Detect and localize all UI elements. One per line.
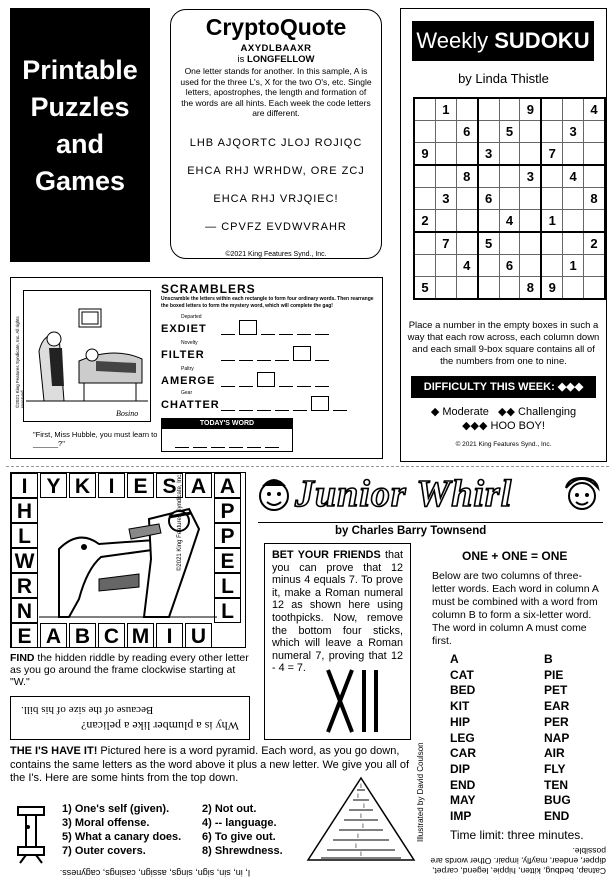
column-word: HIP	[450, 714, 471, 729]
cryptoquote-line-3: EHCA RHJ VRJQIEC!	[213, 192, 339, 205]
svg-text:I: I	[355, 844, 357, 850]
frame-letter: I	[156, 623, 183, 648]
frame-letter: M	[127, 623, 154, 648]
riddle-frame	[10, 472, 246, 648]
cryptoquote-instructions: One letter stands for another. In this sample, A is used for the three L's, X for the two O's, etc. Single letters, apostrophes, the length and formation of the words are all hints. Each week the code letters are different.	[180, 66, 372, 118]
sudoku-instructions: Place a number in the empty boxes in such a way that each row across, each column down and each small 9-box square contains all of the numbers from one to nine.	[407, 320, 600, 367]
sudoku-cell[interactable]	[414, 255, 435, 277]
sudoku-cell[interactable]	[563, 210, 584, 233]
sudoku-title-bar	[412, 21, 594, 61]
sudoku-cell[interactable]	[541, 121, 562, 143]
column-word: EAR	[544, 699, 570, 714]
sudoku-cell[interactable]	[584, 210, 606, 233]
illustrated-by: Illustrated by David Coulson	[416, 742, 425, 842]
sudoku-cell[interactable]	[520, 232, 541, 255]
difficulty-bar	[411, 376, 596, 398]
sudoku-cell[interactable]	[541, 232, 562, 255]
scramblers-instructions: Unscramble the letters within each rectangle to form four ordinary words. Then rearrange the boxed letters to form the mystery word, which will complete the gag!	[161, 296, 374, 309]
sudoku-cell: 3	[435, 188, 456, 210]
sudoku-cell: 9	[520, 98, 541, 121]
sudoku-cell[interactable]	[414, 188, 435, 210]
sudoku-cell: 3	[563, 121, 584, 143]
sudoku-author: by Linda Thistle	[458, 71, 549, 86]
one-one-instructions: Below are two columns of three-letter words. Each word in column A must be combined with a word from column B to form a six-letter word. The word in column A must come first.	[432, 570, 599, 647]
frame-letter: Y	[40, 473, 67, 498]
difficulty-legend	[401, 405, 606, 418]
frame-letter: N	[11, 598, 38, 623]
sudoku-cell[interactable]	[584, 121, 606, 143]
cryptoquote-line-2: EHCA RHJ WRHDW, ORE ZCJ	[187, 164, 365, 177]
ones-answer-upside: Catnap, bedbug, kitten, hippie, legend, carpet, dipper, endear, mayfly, impair. Other words are possible.	[430, 846, 606, 876]
frame-letter: A	[214, 473, 241, 498]
column-word: MAY	[450, 793, 476, 808]
sudoku-cell: 7	[541, 143, 562, 166]
column-word: END	[544, 809, 570, 824]
sudoku-cell[interactable]	[499, 232, 520, 255]
junior-whirl-title: Junior Whirl	[295, 473, 513, 515]
sudoku-cell: 1	[563, 255, 584, 277]
sudoku-cell[interactable]	[456, 277, 477, 300]
sudoku-panel	[400, 8, 607, 462]
sudoku-cell: 5	[478, 232, 499, 255]
sudoku-cell[interactable]	[499, 98, 520, 121]
cryptoquote-line-4: — CPVFZ EVDWVRAHR	[205, 220, 347, 233]
scramble-word: CHATTER	[161, 399, 220, 411]
sudoku-cell: 2	[414, 210, 435, 233]
frame-letter: L	[11, 523, 38, 548]
column-word: CAR	[450, 746, 476, 761]
sudoku-cell[interactable]	[584, 165, 606, 188]
scramble-row-4	[161, 390, 376, 411]
scramblers-side-copyright: ©2021 King Features Syndicate, Inc. All rights reserved.	[15, 316, 25, 408]
scramble-word: EXDIET	[161, 323, 207, 335]
frame-letter: A	[40, 623, 67, 648]
sudoku-cell: 7	[435, 232, 456, 255]
sudoku-cell[interactable]	[456, 188, 477, 210]
sudoku-cell: 1	[435, 98, 456, 121]
hint-item: 8) Shrewdness.	[202, 845, 283, 857]
frame-letter: W	[11, 548, 38, 573]
sudoku-cell[interactable]	[478, 121, 499, 143]
sample-is: is	[237, 54, 245, 65]
sudoku-cell[interactable]	[584, 255, 606, 277]
cryptoquote-panel	[170, 9, 382, 259]
svg-text:I: I	[360, 814, 362, 820]
sudoku-cell[interactable]	[563, 98, 584, 121]
hint-item: 5) What a canary does.	[62, 831, 182, 843]
sudoku-cell[interactable]	[414, 165, 435, 188]
frame-letter: L	[214, 573, 241, 598]
scramblers-cartoon	[23, 290, 151, 422]
section-divider	[6, 466, 609, 467]
answer-box[interactable]	[257, 372, 275, 387]
sudoku-cell: 5	[414, 277, 435, 300]
scramble-clue: Novelty	[181, 340, 198, 346]
sudoku-cell[interactable]	[499, 165, 520, 188]
promo-banner	[10, 8, 150, 262]
column-word: NAP	[544, 730, 570, 745]
find-text: the hidden riddle by reading every other letter as you go around the frame clockwise starting at "W."	[10, 652, 249, 688]
column-word: LEG	[450, 730, 475, 745]
psychiatrist-cartoon-icon	[24, 291, 150, 421]
sudoku-cell: 6	[499, 255, 520, 277]
sudoku-cell[interactable]	[520, 255, 541, 277]
column-word: PET	[544, 683, 568, 698]
sudoku-cell: 8	[456, 165, 477, 188]
sudoku-cell[interactable]	[478, 98, 499, 121]
sudoku-cell[interactable]	[499, 277, 520, 300]
sudoku-cell[interactable]	[435, 165, 456, 188]
sudoku-cell: 2	[584, 232, 606, 255]
sudoku-cell[interactable]	[499, 143, 520, 166]
sudoku-cell[interactable]	[478, 210, 499, 233]
letter-i-mascot-icon	[12, 805, 52, 870]
legend-hooboy: ◆◆◆ HOO BOY!	[462, 420, 545, 432]
column-word: KIT	[450, 699, 470, 714]
frame-letter: E	[11, 623, 38, 648]
cryptoquote-line-1: LHB AJQORTC JLOJ ROJIQC	[189, 136, 363, 149]
caption-end: ______?"	[33, 439, 65, 448]
scramble-clue: Departed	[181, 314, 202, 320]
junior-whirl-girl-icon	[560, 470, 604, 529]
bet-title: BET YOUR FRIENDS	[272, 549, 381, 561]
junior-whirl-byline: by Charles Barry Townsend	[335, 525, 487, 537]
column-word: BUG	[544, 793, 571, 808]
scramblers-title: SCRAMBLERS	[161, 282, 256, 296]
sudoku-cell[interactable]	[541, 98, 562, 121]
sudoku-cell: 8	[584, 188, 606, 210]
hint-item: 4) -- language.	[202, 817, 277, 829]
find-bold: FIND	[10, 652, 35, 664]
column-word: A	[450, 652, 459, 666]
sudoku-cell[interactable]	[478, 255, 499, 277]
svg-text:I: I	[360, 852, 362, 858]
column-word: DIP	[450, 761, 471, 776]
word-pyramid	[306, 776, 416, 867]
junior-whirl-mascot-icon	[254, 470, 296, 529]
sample-code: AXYDLBAAXR	[240, 43, 312, 54]
sudoku-cell[interactable]	[435, 255, 456, 277]
sudoku-cell[interactable]	[563, 143, 584, 166]
frame-letter: L	[214, 598, 241, 623]
scramble-row-2	[161, 340, 376, 361]
frame-letter: R	[11, 573, 38, 598]
sudoku-cell[interactable]	[435, 277, 456, 300]
legend-moderate: ◆ Moderate	[430, 406, 489, 418]
column-word: AIR	[544, 746, 565, 761]
frame-letter: C	[98, 623, 125, 648]
scramblers-caption	[33, 430, 163, 448]
sudoku-cell: 4	[456, 255, 477, 277]
sudoku-title-regular: Weekly	[416, 28, 489, 53]
frame-letter: H	[11, 498, 38, 523]
scramble-row-3	[161, 366, 376, 387]
scramble-word: FILTER	[161, 349, 205, 361]
hint-item: 3) Moral offense.	[62, 817, 150, 829]
scramble-clue: Gear	[181, 390, 193, 396]
bet-text: that you can prove that 12 minus 4 equals 7. To prove it, make a Roman numeral 12 as shown here using toothpicks. Now, remove the bottom four sticks, which will leave a Roman numeral 7, proving that 12 - 4 = 7.	[272, 549, 403, 675]
sudoku-cell[interactable]	[414, 232, 435, 255]
sudoku-cell[interactable]	[584, 143, 606, 166]
column-word: PER	[544, 714, 569, 729]
scramble-word: AMERGE	[161, 375, 216, 387]
hint-item: 2) Not out.	[202, 803, 257, 815]
cryptoquote-copyright: ©2021 King Features Synd., Inc.	[225, 250, 327, 258]
sudoku-cell[interactable]	[478, 277, 499, 300]
sudoku-cell: 3	[478, 143, 499, 166]
scramblers-panel	[10, 277, 383, 459]
frame-copyright: ©2021 King Features Syndicate, Inc.	[177, 473, 183, 571]
pyramid-icon	[306, 776, 416, 862]
upside-question: Why is a plumber like a pelican?	[81, 719, 239, 733]
upside-answer: Because of the size of his bill.	[21, 704, 154, 716]
column-word: PIE	[544, 667, 564, 682]
hints-list	[62, 802, 302, 858]
svg-text:I: I	[360, 784, 362, 790]
scramble-row-1	[161, 314, 376, 335]
sudoku-cell: 5	[499, 121, 520, 143]
plumber-pelican-illustration	[39, 499, 217, 621]
sudoku-cell: 3	[520, 165, 541, 188]
scramble-clue: Paltry	[181, 366, 194, 372]
find-instructions	[10, 652, 250, 688]
frame-letter: A	[185, 473, 212, 498]
frame-letter: P	[214, 523, 241, 548]
sudoku-cell[interactable]	[563, 277, 584, 300]
sudoku-cell[interactable]	[563, 232, 584, 255]
sudoku-cell: 8	[520, 277, 541, 300]
sudoku-cell[interactable]	[456, 143, 477, 166]
todays-word-label: TODAY'S WORD	[162, 419, 292, 429]
sudoku-cell[interactable]	[435, 143, 456, 166]
hint-item: 1) One's self (given).	[62, 803, 170, 815]
frame-letter: B	[69, 623, 96, 648]
time-limit: Time limit: three minutes.	[450, 828, 584, 842]
column-word: B	[544, 652, 553, 666]
artist-signature: Bosino	[116, 409, 139, 418]
sudoku-copyright: © 2021 King Features Synd., Inc.	[455, 441, 552, 448]
sudoku-cell[interactable]	[563, 188, 584, 210]
plumber-icon	[39, 499, 217, 621]
sudoku-cell: 9	[414, 143, 435, 166]
legend-challenging: ◆◆ Challenging	[498, 406, 577, 418]
cryptoquote-title: CryptoQuote	[205, 14, 347, 40]
ihave-title: THE I'S HAVE IT!	[10, 745, 98, 757]
column-word: FLY	[544, 761, 566, 776]
sudoku-grid	[413, 97, 606, 300]
difficulty-label: DIFFICULTY THIS WEEK:	[423, 381, 555, 393]
sudoku-cell[interactable]	[414, 98, 435, 121]
sudoku-cell[interactable]	[520, 121, 541, 143]
promo-title: Printable Puzzles and Games	[22, 55, 138, 196]
answer-box[interactable]	[311, 396, 329, 411]
frame-letter: I	[98, 473, 125, 498]
riddle-answer-box	[10, 696, 250, 740]
hint-item: 7) Outer covers.	[62, 845, 146, 857]
sudoku-cell[interactable]	[541, 165, 562, 188]
column-word: CAT	[450, 667, 474, 682]
sudoku-cell: 1	[541, 210, 562, 233]
sudoku-cell[interactable]	[478, 165, 499, 188]
sudoku-cell: 9	[541, 277, 562, 300]
sudoku-title-bold: SUDOKU	[494, 28, 590, 53]
hint-item: 6) To give out.	[202, 831, 276, 843]
svg-text:I: I	[363, 804, 365, 810]
sudoku-cell: 6	[456, 121, 477, 143]
sudoku-cell: 6	[478, 188, 499, 210]
caption-text: "First, Miss Hubble, you must learn to	[33, 430, 158, 439]
title-rule	[258, 522, 603, 523]
sudoku-cell[interactable]	[435, 121, 456, 143]
frame-letter: I	[11, 473, 38, 498]
one-one-title: ONE + ONE = ONE	[462, 549, 568, 563]
sudoku-cell[interactable]	[456, 210, 477, 233]
ihave-text: Pictured here is a word pyramid. Each word, as you go down, contains the same letters as the word above it plus a new letter. We give you all of the I's. Here are some hints from the top down.	[10, 745, 410, 784]
sudoku-cell[interactable]	[584, 277, 606, 300]
ihave-answer-upside: I, in, sin, sign, sings, assign, casings, cagyness.	[59, 868, 251, 878]
frame-letter: E	[214, 548, 241, 573]
sudoku-cell[interactable]	[520, 143, 541, 166]
column-word: IMP	[450, 809, 472, 824]
column-word: END	[450, 777, 476, 792]
frame-letter: E	[127, 473, 154, 498]
sample-answer: LONGFELLOW	[246, 54, 315, 65]
difficulty-value: ◆◆◆	[557, 381, 584, 393]
svg-text:I: I	[357, 834, 359, 840]
sudoku-cell[interactable]	[541, 188, 562, 210]
sudoku-cell: 4	[563, 165, 584, 188]
sudoku-cell[interactable]	[499, 188, 520, 210]
answer-box[interactable]	[293, 346, 311, 361]
frame-letter: S	[156, 473, 183, 498]
frame-letter: P	[214, 498, 241, 523]
sudoku-cell[interactable]	[456, 232, 477, 255]
sudoku-cell[interactable]	[541, 255, 562, 277]
svg-text:I: I	[357, 794, 359, 800]
sudoku-cell[interactable]	[520, 188, 541, 210]
sudoku-cell[interactable]	[520, 210, 541, 233]
sudoku-cell: 4	[499, 210, 520, 233]
frame-letter: K	[69, 473, 96, 498]
column-word: BED	[450, 683, 476, 698]
column-word: TEN	[544, 777, 568, 792]
column-a	[450, 652, 510, 825]
roman-numeral-xii-icon	[324, 668, 384, 739]
sample-line	[171, 54, 381, 65]
sudoku-cell: 4	[584, 98, 606, 121]
answer-box[interactable]	[239, 320, 257, 335]
column-b	[544, 652, 604, 825]
svg-text:I: I	[362, 824, 364, 830]
frame-letter: U	[185, 623, 212, 648]
sudoku-cell[interactable]	[435, 210, 456, 233]
sudoku-cell[interactable]	[456, 98, 477, 121]
sudoku-cell[interactable]	[414, 121, 435, 143]
